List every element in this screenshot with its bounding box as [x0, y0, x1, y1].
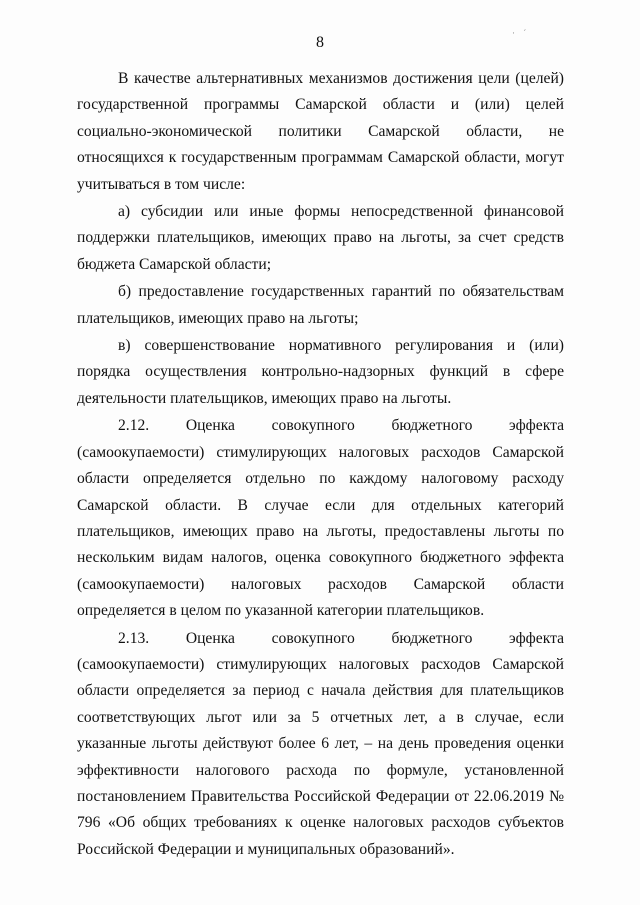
paragraph-alternative-mechanisms: В качестве альтернативных механизмов достижения цели (целей) государственной программы Самарской области и (или) целей социально-экономической политики Самарской области, не относящихся к государственным программам Самарской области, могут учитываться в том числе: — [77, 70, 564, 193]
paragraph-2-12: 2.12. Оценка совокупного бюджетного эффекта (самоокупаемости) стимулирующих налоговых расходов Самарской области определяется отдельно по каждому налоговому расходу Самарской области. В случае если для отдельных категорий плательщиков, имеющих право на льготы, предоставлены льготы по нескольким видам налогов, оценка совокупного бюджетного эффекта (самоокупаемости) налоговых расходов Самарской области определяется в целом по указанной категории плательщиков. — [77, 417, 564, 620]
page-number: 8 — [316, 34, 324, 51]
paragraph-item-a: а) субсидии или иные формы непосредственной финансовой поддержки плательщиков, имеющих право на льготы, за счет средств бюджета Самарской области; — [77, 203, 564, 273]
paragraph-item-c: в) совершенствование нормативного регулирования и (или) порядка осуществления контрольно-надзорных функций в сфере деятельности плательщиков, имеющих право на льготы. — [77, 337, 564, 407]
paragraph-2-13: 2.13. Оценка совокупного бюджетного эффекта (самоокупаемости) стимулирующих налоговых расходов Самарской области определяется за период с начала действия для плательщиков соответствующих льгот или за 5 отчетных лет, а в случае, если указанные льготы действуют более 6 лет, – на день проведения оценки эффективности налогового расхода по формуле, установленной постановлением Правительства Российской Федерации от 22.06.2019 № 796 «Об общих требованиях к оценке налоговых расходов субъектов Российской Федерации и муниципальных образований». — [77, 629, 564, 858]
scan-artifact: · ´ — [512, 28, 530, 38]
document-body — [77, 66, 564, 864]
paragraph-item-b: б) предоставление государственных гарантий по обязательствам плательщиков, имеющих право на льготы; — [77, 283, 564, 327]
